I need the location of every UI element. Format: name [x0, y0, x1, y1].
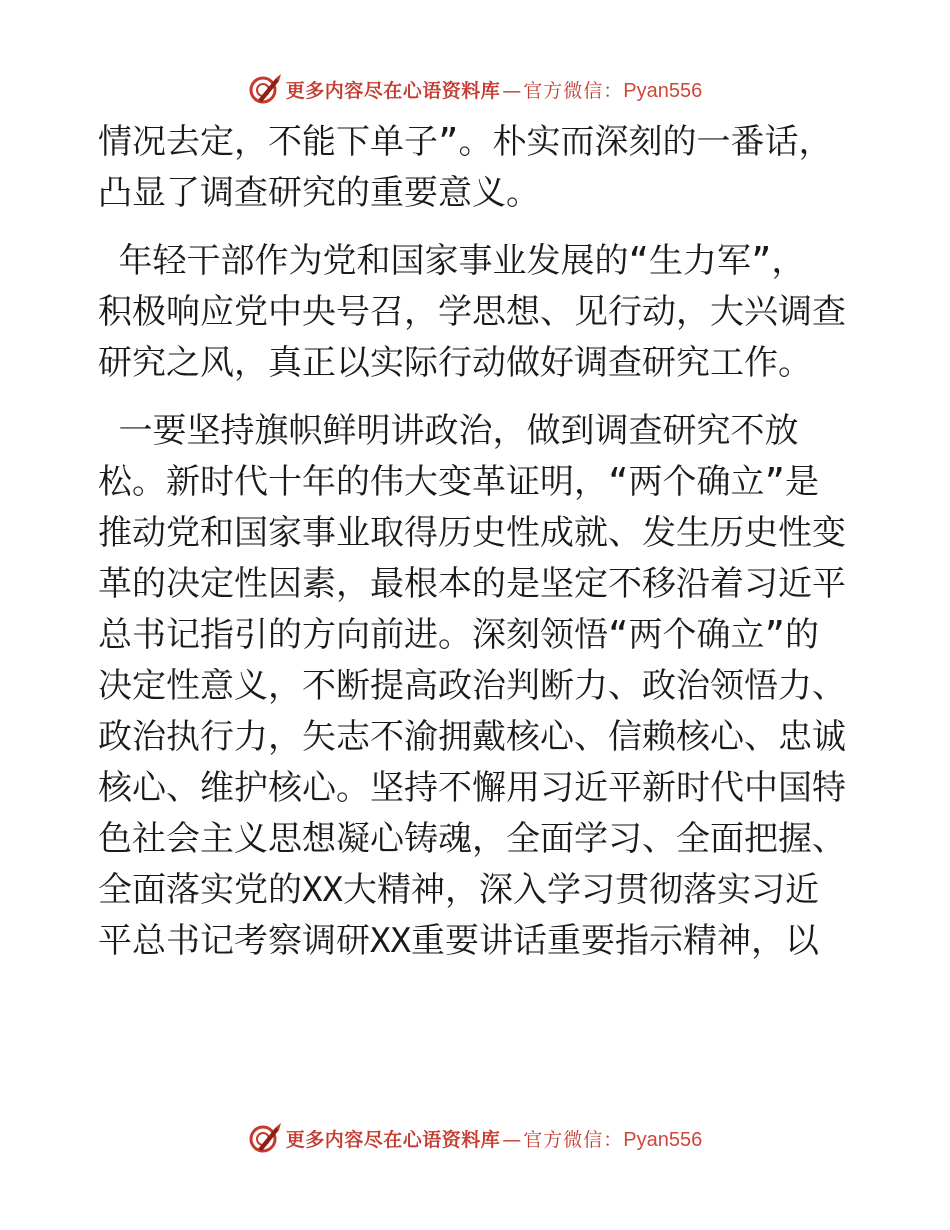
watermark-wechat-label: 官方微信： [523, 1128, 624, 1151]
watermark-brand: 更多内容尽在心语资料库 [285, 1128, 501, 1151]
watermark-brand: 更多内容尽在心语资料库 [285, 79, 501, 102]
document-body [98, 117, 858, 967]
watermark-dash: — [502, 79, 522, 102]
paragraph [98, 117, 858, 219]
text-line: 色社会主义思想凝心铸魂，全面学习、全面把握、 [98, 819, 846, 859]
text-line: 一要坚持旗帜鲜明讲政治，做到调查研究不放 [98, 411, 799, 451]
watermark-dash: — [502, 1128, 522, 1151]
quill-circle-icon [248, 1121, 282, 1155]
text-line: 凸显了调查研究的重要意义。 [98, 173, 540, 213]
text-line: 核心、维护核心。坚持不懈用习近平新时代中国特 [98, 768, 846, 808]
text-line: 决定性意义，不断提高政治判断力、政治领悟力、 [98, 666, 846, 706]
watermark-wechat-label: 官方微信： [523, 79, 624, 102]
text-line: 总书记指引的方向前进。深刻领悟“两个确立”的 [98, 615, 819, 655]
quill-circle-icon [248, 72, 282, 106]
text-line: 政治执行力，矢志不渝拥戴核心、信赖核心、忠诚 [98, 717, 846, 757]
text-line: 年轻干部作为党和国家事业发展的“生力军”， [98, 241, 806, 281]
footer-watermark [0, 1121, 950, 1155]
watermark-account: Pyan556 [623, 79, 703, 102]
text-line: 全面落实党的XX大精神，深入学习贯彻落实习近 [98, 870, 819, 910]
text-line: 研究之风，真正以实际行动做好调查研究工作。 [98, 343, 812, 383]
text-line: 推动党和国家事业取得历史性成就、发生历史性变 [98, 513, 846, 553]
header-watermark [0, 72, 950, 106]
watermark-account: Pyan556 [623, 1128, 703, 1151]
text-line: 情况去定，不能下单子”。朴实而深刻的一番话， [98, 122, 833, 162]
paragraph [98, 236, 858, 389]
text-line: 革的决定性因素，最根本的是坚定不移沿着习近平 [98, 564, 846, 604]
paragraph [98, 406, 858, 967]
text-line: 平总书记考察调研XX重要讲话重要指示精神，以 [98, 921, 819, 961]
text-line: 积极响应党中央号召，学思想、见行动，大兴调查 [98, 292, 846, 332]
text-line: 松。新时代十年的伟大变革证明，“两个确立”是 [98, 462, 819, 502]
